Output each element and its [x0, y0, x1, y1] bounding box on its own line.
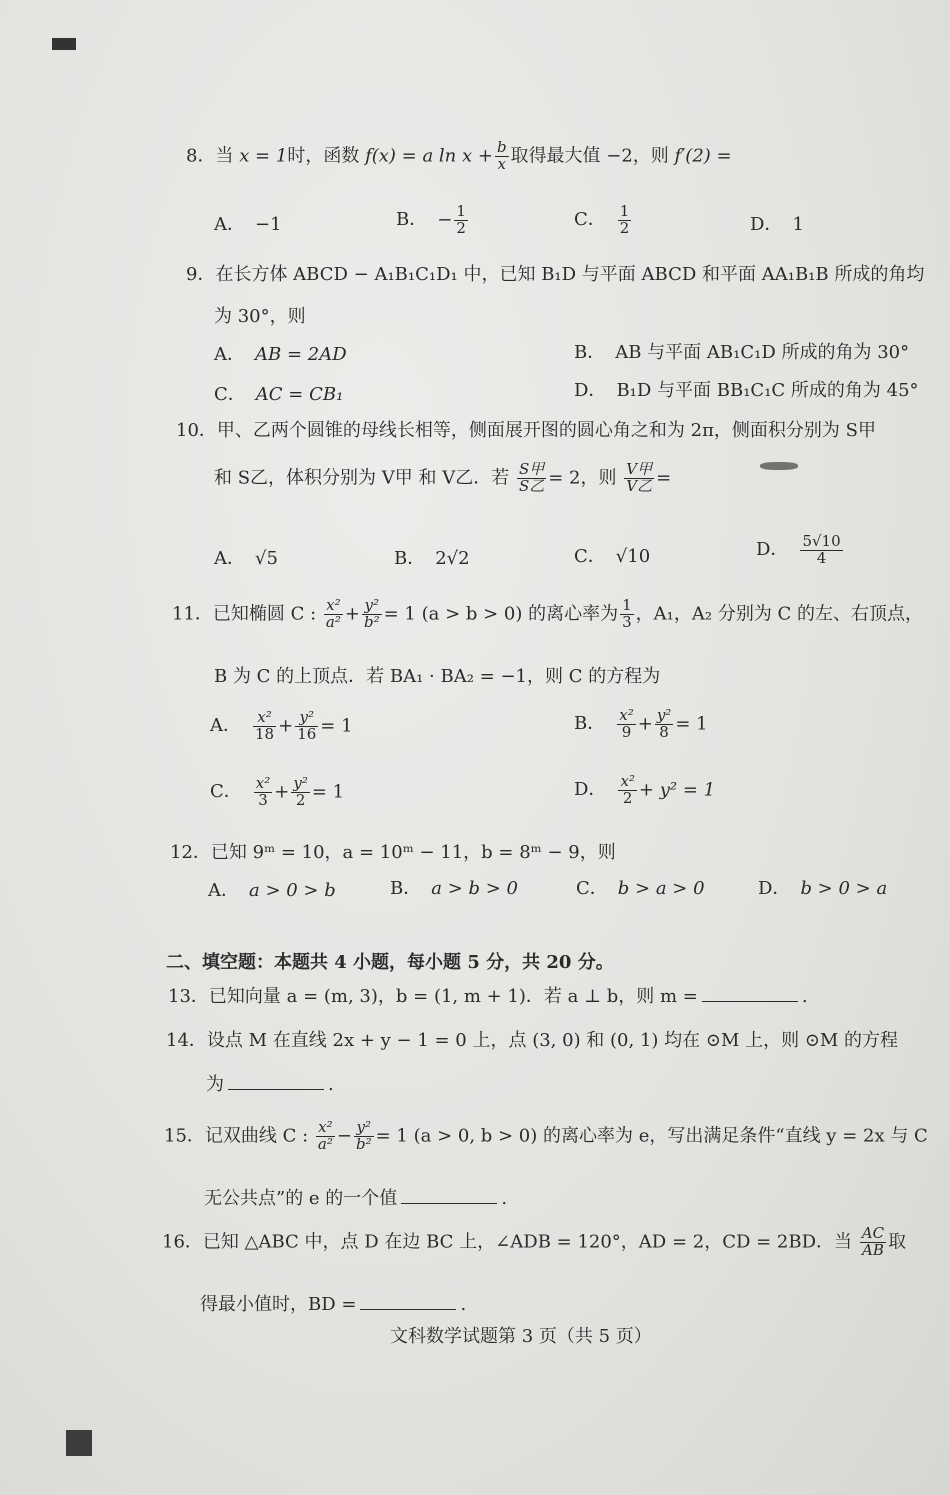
- question-16-line-1: 16．已知 △ABC 中，点 D 在边 BC 上，∠ADB = 120°，AD = 2，CD = 2BD．当 $\frac{AC}{AB}$ 取: [162, 1224, 907, 1259]
- q12-option-c: C． b > a > 0: [576, 878, 705, 899]
- question-10-line-1: 10．甲、乙两个圆锥的母线长相等，侧面展开图的圆心角之和为 2π，侧面积分别为 S甲: [176, 420, 876, 441]
- question-14-line-2: 为 .: [206, 1074, 334, 1095]
- question-10-line-2: 和 S乙，体积分别为 V甲 和 V乙．若 $\frac{\text{S甲}}{\text{S乙}}$ = 2，则 $\frac{\text{V甲}}{\text{V乙}}$ =: [214, 460, 672, 495]
- question-9-line-2: 为 30°，则: [214, 306, 306, 327]
- q11-option-a: A． $\frac{\text{x²}}{18}$ + $\frac{\text{y²}}{16}$ = 1: [210, 708, 353, 743]
- q8-option-d: D． 1: [750, 214, 804, 235]
- q12-option-d: D． b > 0 > a: [758, 878, 888, 899]
- q8-option-a: A． −1: [214, 214, 282, 235]
- question-15-line-1: 15．记双曲线 C : $\frac{\text{x²}}{\text{a²}}$ − $\frac{\text{y²}}{\text{b²}}$ = 1 (a > 0, b > 0) 的离心率为 e，写出满足条件“直线 y = 2x 与 C: [164, 1118, 928, 1153]
- q12-option-b: B． a > b > 0: [390, 878, 518, 899]
- fraction-b-over-x: $\frac{b}{x}$: [496, 138, 507, 173]
- q9-option-a: A． AB = 2AD: [214, 344, 347, 365]
- q8-option-c: C． $\frac{1}{2}$: [574, 202, 630, 237]
- ink-smudge: [760, 462, 798, 470]
- q9-option-b: B． AB 与平面 AB₁C₁D 所成的角为 30°: [574, 342, 910, 363]
- page-footer: 文科数学试题第 3 页（共 5 页）: [390, 1326, 652, 1347]
- question-8: 8．当 x = 1时，函数 f(x) = a ln x + $\frac{b}{x}$ 取得最大值 −2，则 f′(2) =: [186, 138, 732, 173]
- question-14-line-1: 14．设点 M 在直线 2x + y − 1 = 0 上，点 (3, 0) 和 (0, 1) 均在 ⊙M 上，则 ⊙M 的方程: [166, 1030, 899, 1051]
- answer-blank: [228, 1089, 324, 1090]
- corner-marker-top: [52, 38, 76, 50]
- question-11-line-1: 11．已知椭圆 C : $\frac{\text{x²}}{\text{a²}}$ + $\frac{\text{y²}}{\text{b²}}$ = 1 (a > b > 0) 的离心率为 $\frac{1}{3}$ ，A₁，A₂ 分别为 C 的左、右顶点，: [172, 596, 924, 631]
- q9-option-d: D． B₁D 与平面 BB₁C₁C 所成的角为 45°: [574, 380, 919, 401]
- q11-option-c: C． $\frac{\text{x²}}{3}$ + $\frac{\text{y²}}{2}$ = 1: [210, 774, 345, 809]
- section-2-heading: 二、填空题：本题共 4 小题，每小题 5 分，共 20 分。: [166, 952, 614, 973]
- question-11-line-2: B 为 C 的上顶点．若 BA₁ · BA₂ = −1，则 C 的方程为: [214, 666, 661, 687]
- question-12: 12．已知 9ᵐ = 10，a = 10ᵐ − 11，b = 8ᵐ − 9，则: [170, 842, 616, 863]
- q10-option-c: C． √10: [574, 546, 651, 567]
- q8-option-b: B． − $\frac{1}{2}$: [396, 202, 466, 237]
- q9-option-c: C． AC = CB₁: [214, 384, 344, 405]
- question-16-line-2: 得最小值时，BD = .: [200, 1294, 467, 1315]
- corner-marker-bottom: [66, 1430, 92, 1456]
- answer-blank: [401, 1203, 497, 1204]
- q11-option-b: B． $\frac{\text{x²}}{9}$ + $\frac{\text{y²}}{8}$ = 1: [574, 706, 708, 741]
- q12-option-a: A． a > 0 > b: [208, 880, 336, 901]
- q10-option-a: A． √5: [214, 548, 278, 569]
- q10-option-b: B． 2√2: [394, 548, 470, 569]
- answer-blank: [702, 1001, 798, 1002]
- q11-option-d: D． $\frac{\text{x²}}{2}$ + y² = 1: [574, 772, 716, 807]
- answer-blank: [360, 1309, 456, 1310]
- question-13: 13．已知向量 a = (m, 3)，b = (1, m + 1)．若 a ⊥ b，则 m = .: [168, 986, 808, 1007]
- q10-option-d: D． $\frac{5√10}{4}$: [756, 532, 841, 567]
- question-15-line-2: 无公共点”的 e 的一个值 .: [204, 1188, 508, 1209]
- question-9-line-1: 9．在长方体 ABCD − A₁B₁C₁D₁ 中，已知 B₁D 与平面 ABCD 和平面 AA₁B₁B 所成的角均: [186, 264, 925, 285]
